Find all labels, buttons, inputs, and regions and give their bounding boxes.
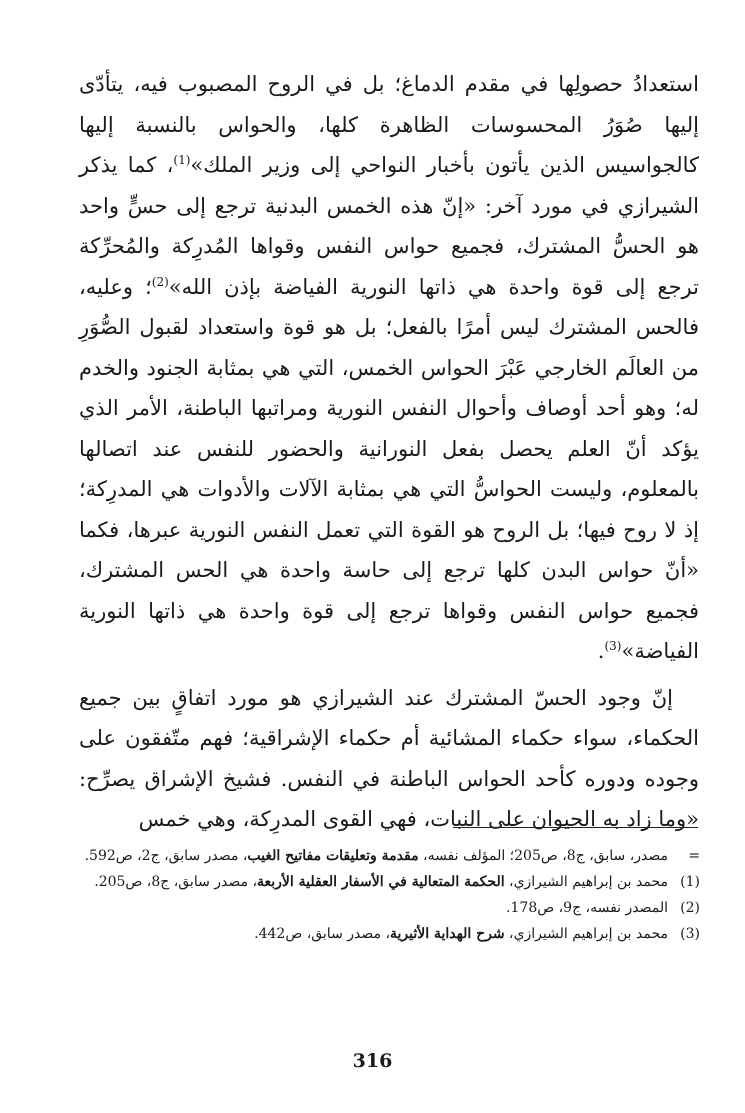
main-text [79, 64, 699, 840]
footnote-ref-1: (1) [173, 153, 191, 167]
footnote-2 [70, 895, 700, 921]
footnote-continuation [70, 843, 700, 869]
footnote-ref-2: (2) [151, 274, 169, 289]
footnote-text: محمد بن إبراهيم الشيرازي، الحكمة المتعالية في الأسفار العقلية الأربعة، مصدر سابق، ج8، ص205. [94, 874, 668, 890]
footnote-1 [70, 869, 700, 895]
paragraph-2: إنّ وجود الحسّ المشترك عند الشيرازي هو مورد اتفاقٍ بين جميع الحكماء، سواء حكماء المشائية أم حكماء الإشراقية؛ فهم متّفقون على وجوده ودوره كأحد الحواس الباطنة في النفس. فشيخ الإشراق يصرِّح: «وما زاد به الحيوان على النبات، فهي القوى المدرِكة، وهي خمس [79, 685, 699, 831]
footnote-mark: = [688, 848, 700, 864]
footnote-separator [453, 827, 698, 828]
footnotes [70, 843, 700, 947]
footnote-book-title: شرح الهداية الأثيرية [389, 926, 505, 942]
footnote-ref-3: (3) [604, 639, 622, 653]
footnote-book-title: الحكمة المتعالية في الأسفار العقلية الأربعة [257, 874, 505, 890]
footnote-book-title: مقدمة وتعليقات مفاتيح الغيب [247, 848, 419, 864]
footnote-3 [70, 921, 700, 947]
paragraph-1-part-4: . [597, 639, 605, 663]
paragraph-1-part-1: استعدادُ حصولِها في مقدم الدماغ؛ بل في الروح المصبوب فيه، يتأدّى إليها صُوَرُ المحسوسات الظاهرة كلها، والحواس بالنسبة إليها كالجواسيس الذين يأتون بأخبار النواحي إلى وزير الملك» [79, 72, 699, 177]
footnote-text: مصدر، سابق، ج8، ص205؛ المؤلف نفسه، مقدمة وتعليقات مفاتيح الغيب، مصدر سابق، ج2، ص592. [84, 848, 668, 864]
footnote-mark: (3) [680, 926, 700, 942]
footnote-mark: (1) [680, 874, 700, 890]
footnote-text: المصدر نفسه، ج9، ص178. [506, 900, 668, 916]
paragraph-1-part-3: ؛ وعليه، فالحس المشترك ليس أمرًا بالفعل؛ بل هو قوة واستعداد لقبول الصُّوَرِ من العالَم الخارجي عَبْرَ الحواس الخمس، التي هي بمثابة الجنود والخدم له؛ وهو أحد أوصاف وأحوال النفس النورية ومراتبها الباطنة، الأمر الذي يؤكد أنّ العلم يحصل بفعل النورانية والحضور للنفس عند اتصالها بالمعلوم، وليست الحواسُّ التي هي بمثابة الآلات والأدوات هي المدرِكة؛ إذ لا روح فيها؛ بل الروح هو القوة التي تعمل النفس النورية عبرها، فكما «أنّ حواس البدن كلها ترجع إلى حاسة واحدة هي الحس المشترك، فجميع حواس النفس وقواها ترجع إلى قوة واحدة هي ذاتها النورية الفياضة» [79, 274, 699, 663]
paragraph-1 [79, 64, 699, 672]
page-number: 316 [352, 1050, 393, 1072]
paragraph-1-part-2: ، كما يذكر الشيرازي في مورد آخر: «إنّ هذه الخمس البدنية ترجع إلى حسٍّ واحد هو الحسُّ المشترك، فجميع حواس النفس وقواها المُدرِكة والمُحرِّكة ترجع إلى قوة واحدة هي ذاتها النورية الفياضة بإذن الله» [79, 153, 699, 299]
footnote-text: محمد بن إبراهيم الشيرازي، شرح الهداية الأثيرية، مصدر سابق، ص442. [254, 926, 668, 942]
footnote-mark: (2) [680, 900, 700, 916]
